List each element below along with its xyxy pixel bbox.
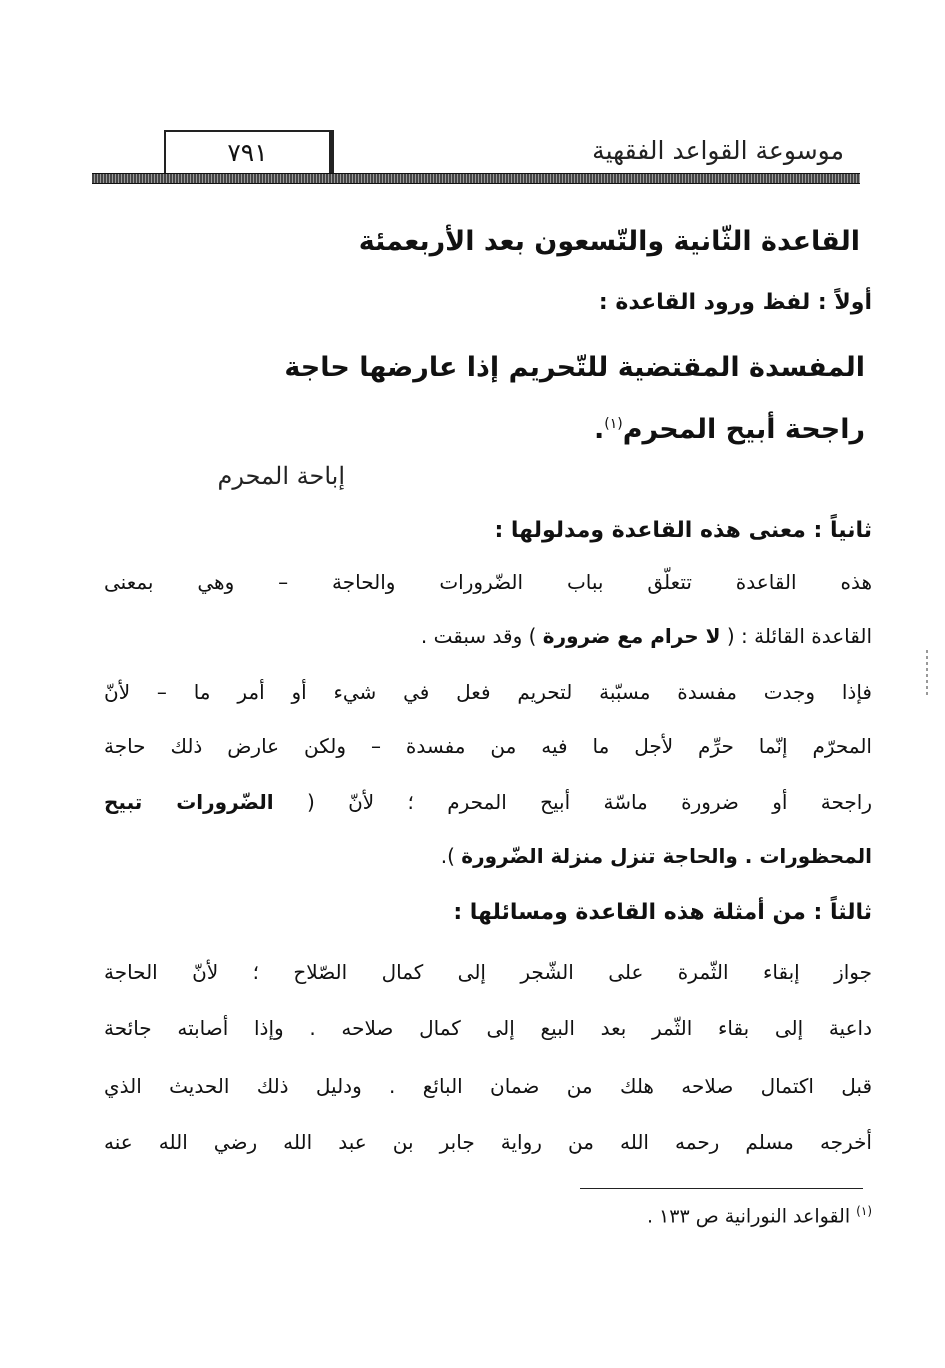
footnote-marker[interactable]: (١) (604, 416, 623, 432)
rule-line-1: المفسدة المقتضية للتّحريم إذا عارضها حاجة (284, 352, 865, 383)
section-3-label: ثالثاً : من أمثلة هذه القاعدة ومسائلها : (453, 900, 872, 925)
footnote-number: (١) (856, 1204, 872, 1218)
section-2-label: ثانياً : معنى هذه القاعدة ومدلولها : (494, 518, 872, 543)
body-line: أخرجه مسلم رحمه الله من رواية جابر بن عبد الله رضي الله عنه (104, 1130, 872, 1154)
quoted-maxim: لا حرام مع ضرورة (542, 624, 721, 648)
quoted-maxim: الضّرورات تبيح (104, 790, 274, 814)
page-number-box (164, 130, 334, 174)
body-line: فإذا وجدت مفسدة مسبّبة لتحريم فعل في شيء أو أمر ما – لأنّ (104, 680, 872, 704)
body-line (104, 844, 872, 868)
rule-line-2-wrap (100, 396, 865, 458)
handwritten-note: إباحة المحرم (217, 462, 345, 490)
footnote-separator (580, 1188, 863, 1189)
body-line: قبل اكتمال صلاحه هلك من ضمان البائع . ودليل ذلك الحديث الذي (104, 1074, 872, 1098)
body-text: ). (440, 844, 455, 868)
footnote (647, 1204, 872, 1227)
body-line: هذه القاعدة تتعلّق بباب الضّرورات والحاجة – وهي بمعنى (104, 570, 872, 594)
body-line: جواز إبقاء الثّمرة على الشّجر إلى كمال الصّلاح ؛ لأنّ الحاجة (104, 960, 872, 984)
body-text: ) وقد سبقت . (420, 624, 537, 648)
page-number: ٧٩١ (227, 138, 268, 167)
rule-statement (100, 340, 865, 458)
running-title: موسوعة القواعد الفقهية (592, 136, 844, 165)
header-rule (92, 173, 860, 184)
rule-end: . (593, 414, 605, 445)
section-1-label: أولاً : لفظ ورود القاعدة : (598, 290, 872, 315)
rule-heading: القاعدة الثّانية والتّسعون بعد الأربعمئة (358, 226, 860, 257)
body-line: داعية إلى بقاء الثّمر بعد البيع إلى كمال صلاحه . وإذا أصابته جائحة (104, 1016, 872, 1040)
page-header (92, 130, 860, 188)
body-line: المحرّم إنّما حرِّم لأجل ما فيه من مفسدة – ولكن عارض ذلك حاجة (104, 734, 872, 758)
rule-line-2: راجحة أبيح المحرم (622, 414, 865, 445)
quoted-maxim: المحظورات . والحاجة تنزل منزلة الضّرورة (461, 844, 872, 868)
scan-margin-mark (926, 650, 928, 696)
body-text: القاعدة القائلة : ( (726, 624, 872, 648)
body-line (104, 790, 872, 814)
footnote-text: القواعد النورانية ص ١٣٣ . (646, 1205, 851, 1228)
body-line (104, 624, 872, 648)
body-text: راجحة أو ضرورة ماسّة أبيح المحرم ؛ لأنّ ( (306, 790, 873, 814)
